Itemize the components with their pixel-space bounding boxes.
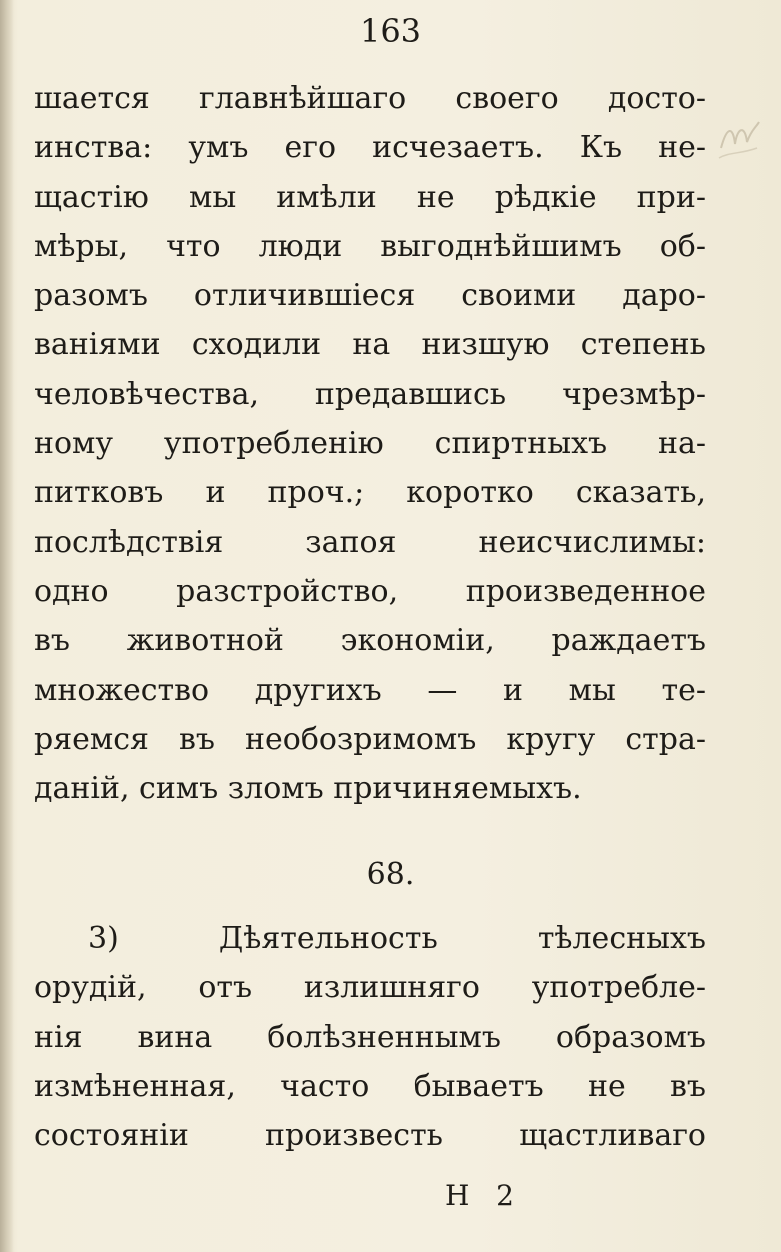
text-line: человѣчества, предавшись чрезмѣр- [34, 376, 706, 412]
text-line: состояніи произвесть щастливаго [34, 1118, 706, 1154]
text-line: шается главнѣйшаго своего досто- [34, 81, 706, 116]
margin-pencil-mark [717, 118, 763, 162]
signature-mark: Н 2 [445, 1179, 514, 1212]
text-line: даній, симъ зломъ причиняемыхъ. [34, 771, 582, 807]
text-line: ному употребленію спиртныхъ на- [34, 426, 706, 462]
section-number: 68. [366, 857, 415, 892]
text-line: щастію мы имѣли не рѣдкіе при- [34, 179, 706, 215]
text-line: разомъ отличившіеся своими даро- [34, 278, 706, 314]
text-line: мѣры, что люди выгоднѣйшимъ об- [34, 228, 706, 264]
text-line: послѣдствія запоя неисчислимы: [34, 524, 706, 560]
text-line: нія вина болѣзненнымъ образомъ [34, 1019, 706, 1055]
text-line: множество другихъ — и мы те- [34, 672, 706, 708]
text-line: питковъ и проч.; коротко сказать, [34, 475, 706, 511]
text-line: одно разстройство, произведенное [34, 573, 706, 609]
section-paragraph [34, 914, 706, 1160]
page-gutter-shadow [0, 0, 14, 1252]
text-line: въ животной экономіи, раждаетъ [34, 623, 706, 659]
text-line: орудій, отъ излишняго употребле- [34, 970, 706, 1006]
text-line: ряемся въ необозримомъ кругу стра- [34, 721, 706, 757]
text-line: измѣненная, часто бываетъ не въ [34, 1068, 706, 1104]
text-line: ваніями сходили на низшую степень [34, 327, 706, 363]
main-paragraph [34, 74, 706, 813]
page-number: 163 [359, 12, 422, 50]
text-line: 3) Дѣятельность тѣлесныхъ [88, 921, 706, 956]
text-line: инства: умъ его исчезаетъ. Къ не- [34, 130, 706, 166]
